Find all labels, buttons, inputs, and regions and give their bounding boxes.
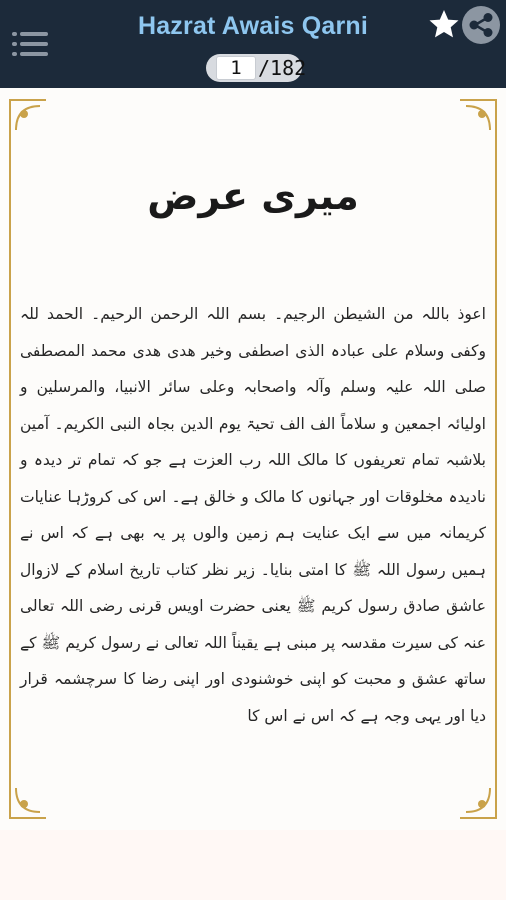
book-page — [0, 88, 506, 830]
page-total: /182 — [258, 56, 307, 80]
app-bar — [0, 0, 506, 88]
share-icon — [462, 6, 500, 44]
app-title: Hazrat Awais Qarni — [137, 12, 369, 40]
page-heading: میری عرض — [147, 174, 359, 218]
favorite-button[interactable] — [428, 8, 460, 40]
bottom-area — [0, 830, 506, 900]
page-body-text: اعوذ باللہ من الشیطن الرجیم۔ بسم اللہ الرحمن الرحیم۔ الحمد للہ وکفی وسلام علی عبادہ الذی اصطفی وخیر ھدی ھدی محمد المصطفی صلی اللہ علیہ وسلم وآلہ واصحابہ وعلی سائر الانبیا، والمرسلین و اولیائہ اجمعین و سلاماً الف الف تحیۃ یوم الدین بجاہ النبی الکریم۔ آمین بلاشبہ تمام تعریفوں کا مالک اللہ رب العزت ہے جو کہ تمام تر دیدہ و نادیدہ مخلوقات اور جہانوں کا مالک و خالق ہے۔ اس کی کروڑہا عنایات کریمانہ میں سے ایک عنایت ہم زمین والوں پر یہ بھی ہے کہ اس نے ہمیں رسول اللہ ﷺ کا امتی بنایا۔ زیر نظر کتاب تاریخ اسلام کے لازوال عاشق صادق رسول کریم ﷺ یعنی حضرت اویس قرنی رضی اللہ تعالی عنہ کی سیرت مقدسہ پر مبنی ہے یقیناً اللہ تعالی نے رسول کریم ﷺ کے ساتھ عشق و محبت کو اپنی خوشنودی اور اپنی رضا کا سرچشمہ قرار دیا اور یہی وجہ ہے کہ اس نے اس کا — [20, 305, 486, 725]
star-icon — [428, 8, 460, 40]
share-button[interactable] — [462, 6, 500, 44]
page-indicator — [206, 54, 307, 82]
page-number-input[interactable]: 1 — [216, 56, 256, 80]
